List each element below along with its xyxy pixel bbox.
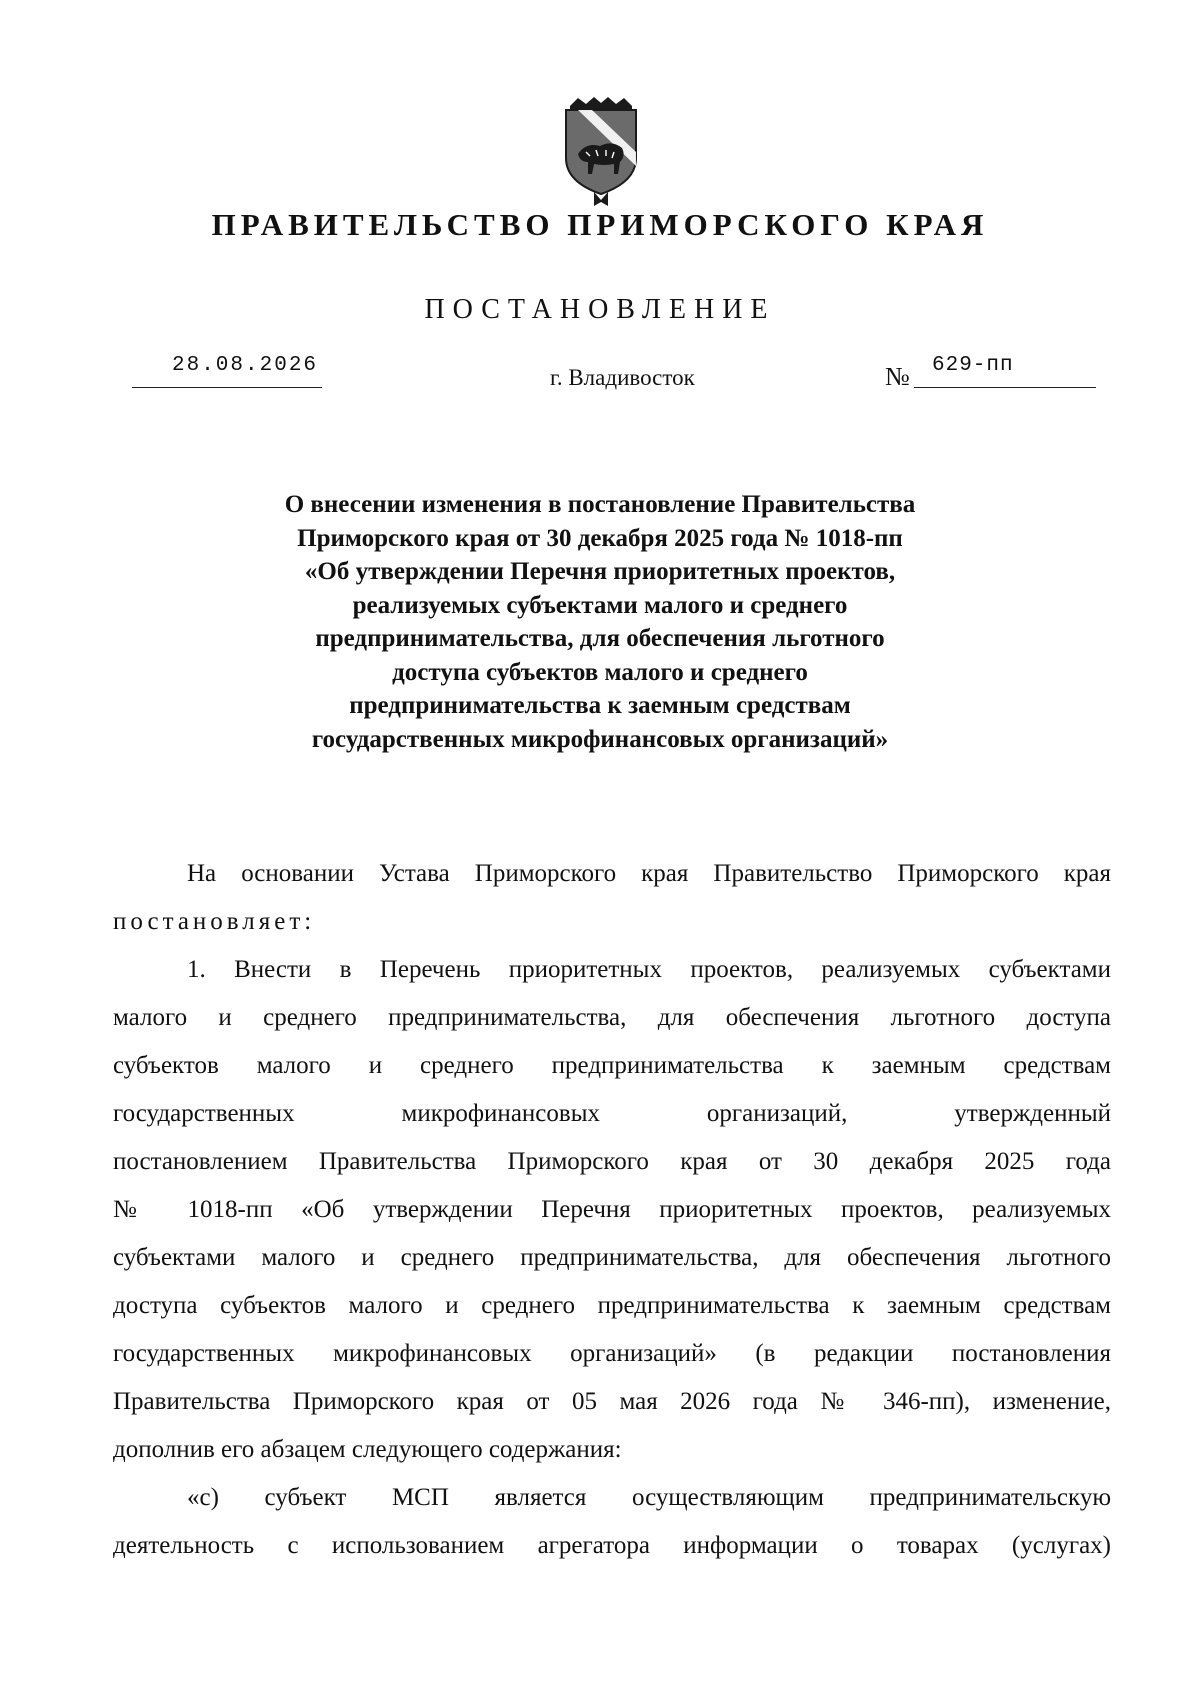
paragraph-line: «с) субъект МСП является осуществляющим предпринимательскую xyxy=(187,1484,1111,1511)
intro-line: На основании Устава Приморского края Правительство Приморского края xyxy=(187,860,1111,887)
paragraph-line: 1. Внести в Перечень приоритетных проектов, реализуемых субъектами xyxy=(187,956,1111,983)
paragraph-line: государственных микрофинансовых организаций» (в редакции постановления xyxy=(113,1340,1111,1367)
document-heading xyxy=(0,488,1200,756)
heading-line: Приморского края от 30 декабря 2025 года № 1018-пп xyxy=(297,524,903,552)
heading-line: государственных микрофинансовых организаций» xyxy=(311,725,889,753)
paragraph-line: малого и среднего предпринимательства, для обеспечения льготного доступа xyxy=(113,1004,1111,1031)
heading-line: доступа субъектов малого и среднего xyxy=(392,658,808,686)
number-value: 629-пп xyxy=(932,354,1014,377)
number-sign: № xyxy=(885,362,910,391)
paragraph-line: доступа субъектов малого и среднего предпринимательства к заемным средствам xyxy=(113,1292,1111,1319)
paragraph-line: субъектов малого и среднего предпринимательства к заемным средствам xyxy=(113,1052,1111,1079)
paragraph-line: дополнив его абзацем следующего содержания: xyxy=(113,1436,622,1463)
coat-of-arms-emblem xyxy=(556,96,646,212)
date-field xyxy=(132,354,322,388)
decree-word: постановляет: xyxy=(113,908,316,935)
organization-title: ПРАВИТЕЛЬСТВО ПРИМОРСКОГО КРАЯ xyxy=(211,207,989,242)
date-value: 28.08.2026 xyxy=(172,354,319,377)
paragraph-line: постановлением Правительства Приморского края от 30 декабря 2025 года xyxy=(113,1148,1111,1175)
heading-line: О внесении изменения в постановление Правительства xyxy=(284,491,916,518)
paragraph-line: № 1018-пп «Об утверждении Перечня приоритетных проектов, реализуемых xyxy=(113,1196,1111,1223)
paragraph-line: деятельность с использованием агрегатора информации о товарах (услугах) xyxy=(113,1532,1111,1559)
paragraph-line: государственных микрофинансовых организаций, утвержденный xyxy=(113,1100,1111,1127)
heading-line: реализуемых субъектами малого и среднего xyxy=(352,591,848,619)
city-label: г. Владивосток xyxy=(550,365,695,390)
paragraph-line: субъектами малого и среднего предпринимательства, для обеспечения льготного xyxy=(113,1244,1111,1271)
document-body xyxy=(113,850,1111,1570)
document-type: ПОСТАНОВЛЕНИЕ xyxy=(424,294,776,325)
heading-line: «Об утверждении Перечня приоритетных проектов, xyxy=(304,558,896,585)
heading-line: предпринимательства к заемным средствам xyxy=(349,692,851,719)
number-field xyxy=(914,354,1096,388)
heading-line: предпринимательства, для обеспечения льготного xyxy=(315,625,885,652)
paragraph-line: Правительства Приморского края от 05 мая 2026 года № 346-пп), изменение, xyxy=(113,1388,1111,1415)
